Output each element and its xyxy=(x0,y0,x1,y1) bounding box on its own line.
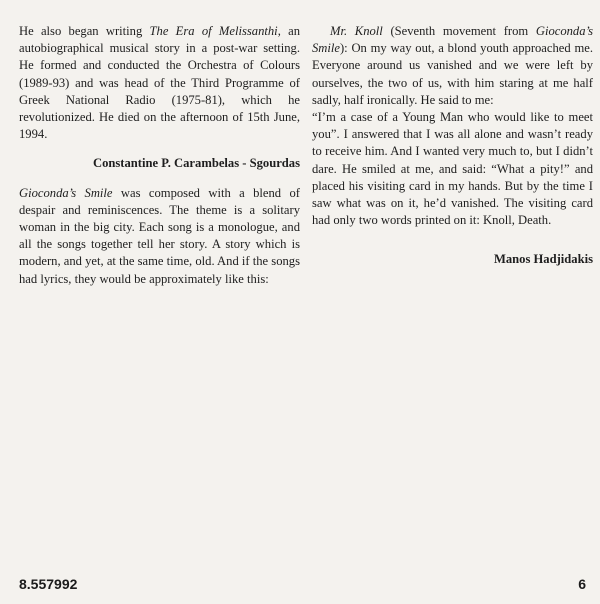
italic-title: Mr. Knoll xyxy=(330,24,383,38)
text-span: ): On my way out, a blond youth approached me. Everyone around us vanished and we were left by ourselves, the two of us, with him staring at me half sadly, half ironically. He said to me: xyxy=(312,41,593,107)
page-number: 6 xyxy=(578,576,586,592)
left-column xyxy=(19,23,300,288)
text-span: He also began writing xyxy=(19,24,150,38)
biography-paragraph xyxy=(19,23,300,143)
movement-paragraph xyxy=(312,23,593,109)
italic-title: The Era of Melissanthi xyxy=(149,24,278,38)
text-span: , an autobiographical musical story in a post-war setting. He formed and conducted the Orchestra of Colours (1989-93) and was head of the Third Programme of Greek National Radio (1975-81), which he revolutionized. He died on the afternoon of 15th June, 1994. xyxy=(19,24,300,142)
intro-paragraph xyxy=(19,185,300,288)
dialogue-paragraph: “I’m a case of a Young Man who would like to meet you”. I answered that I was all alone and wasn’t ready to receive him. And I wanted very much to, but I didn’t dare. He smiled at me, and said: “What a pity!” and placed his visiting card in my hands. But by the time I saw what was on it, he’d vanished. The visiting card had only two words printed on it: Knoll, Death. xyxy=(312,110,593,228)
catalogue-number: 8.557992 xyxy=(19,576,78,592)
author-signature: Constantine P. Carambelas - Sgourdas xyxy=(92,156,300,171)
text-span: was composed with a blend of despair and reminiscences. The theme is a solitary woman in the big city. Each song is a monologue, and all the songs together tell her story. A story which is modern, and yet, at the same time, old. And if the songs had lyrics, they would be approximately like this: xyxy=(19,185,300,286)
author-signature: Manos Hadjidakis xyxy=(493,252,593,267)
text-span: (Seventh movement from xyxy=(382,24,536,38)
right-column xyxy=(312,23,593,281)
italic-title: Gioconda’s Smile xyxy=(19,185,113,200)
italic-title: Gioconda’s Smile xyxy=(312,24,593,56)
